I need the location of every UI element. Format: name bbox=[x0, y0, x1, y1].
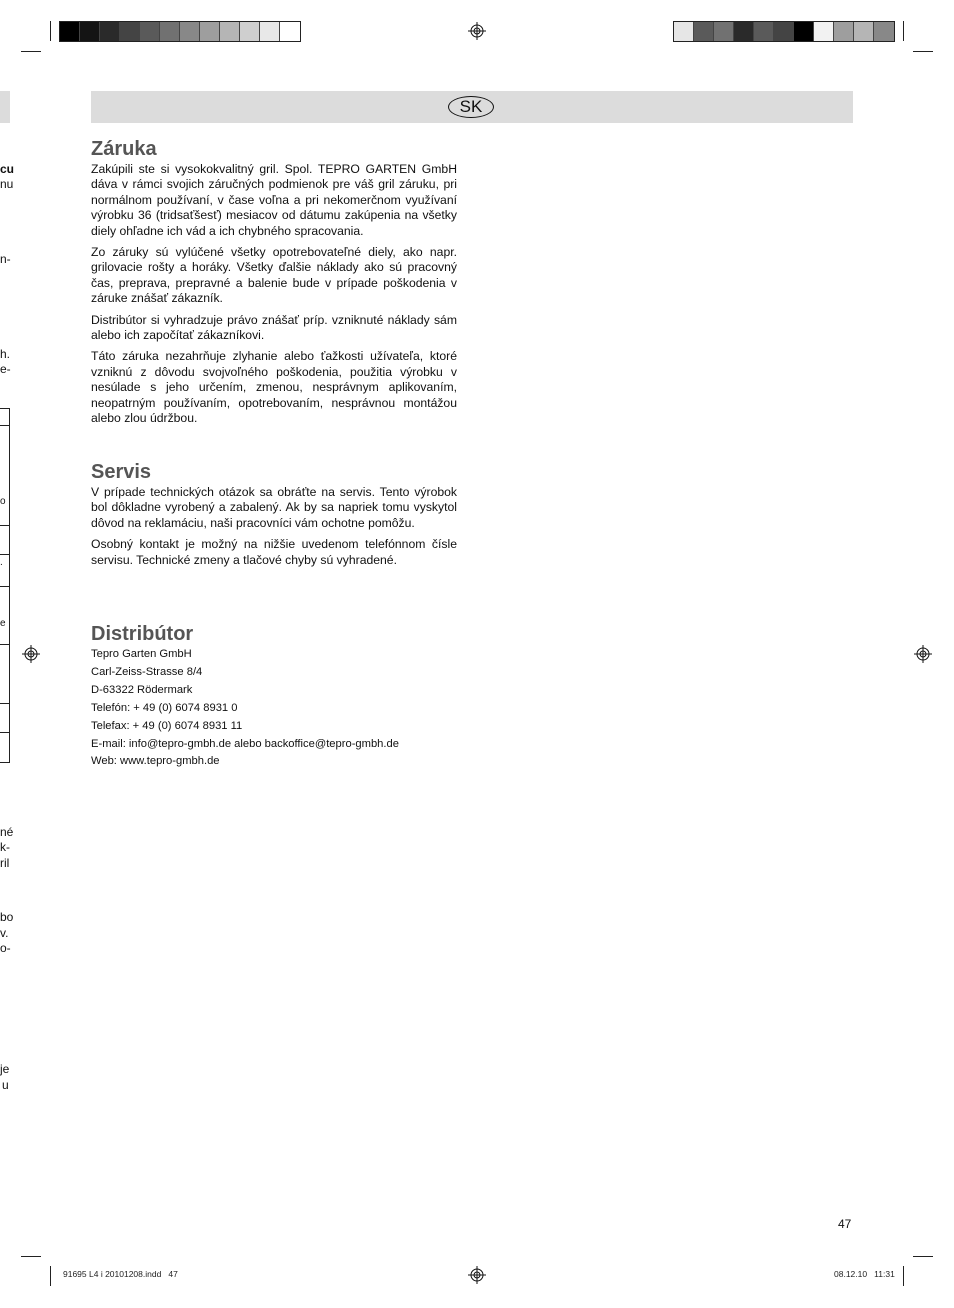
phone-line: Telefón: + 49 (0) 6074 8931 0 bbox=[91, 701, 238, 714]
table-rule bbox=[0, 525, 10, 526]
slug-date: 08.12.10 11:31 bbox=[834, 1269, 895, 1279]
left-page-fragment: cu bbox=[0, 162, 15, 176]
address-line: Carl-Zeiss-Strasse 8/4 bbox=[91, 665, 203, 678]
left-page-fragment: né bbox=[0, 825, 14, 839]
left-page-fragment: e bbox=[0, 618, 6, 629]
section-title: Servis bbox=[91, 461, 152, 483]
left-page-fragment: k- bbox=[0, 840, 10, 854]
left-page-fragment: v. bbox=[0, 926, 9, 940]
address-block bbox=[91, 646, 457, 771]
table-rule bbox=[0, 644, 10, 645]
left-page-fragment: n- bbox=[0, 252, 11, 266]
web-line: Web: www.tepro-gmbh.de bbox=[91, 755, 220, 768]
left-page-fragment: . bbox=[0, 557, 3, 568]
crop-mark bbox=[913, 1256, 933, 1257]
left-page-fragment: bo bbox=[0, 910, 14, 924]
fax-line: Telefax: + 49 (0) 6074 8931 11 bbox=[91, 719, 243, 732]
color-bar-left bbox=[59, 21, 301, 42]
left-page-fragment: u bbox=[2, 1078, 9, 1092]
paragraph: Táto záruka nezahrňuje zlyhanie alebo ťažkosti užívateľa, ktoré vzniknú z dôvodu svojvoľného poškodenia, použitia výrobku v nesúlade s jeho určením, zmenou, nesprávnym aplikovaním, neopatrným používaním, opotrebovaním, nesprávnou montážou alebo zlou údržbou. bbox=[91, 349, 457, 426]
crop-mark bbox=[913, 51, 933, 52]
crop-mark bbox=[903, 1266, 904, 1286]
paragraph: Zo záruky sú vylúčené všetky opotrebovateľné diely, ako napr. grilovacie rošty a horáky. Všetky ďalšie náklady ako sú pracovný čas, preprava, prepravné a balenie bude v prípade poškodenia v záruke znášať zákazník. bbox=[91, 245, 457, 306]
section-title: Distribútor bbox=[91, 623, 194, 645]
section-warranty bbox=[91, 137, 457, 433]
paragraph: V prípade technických otázok sa obráťte na servis. Tento výrobok bol dôkladne vyrobený a zabalený. Ak by sa napriek tomu vyskytol dôvod na reklamáciu, naši pracovníci vám ochotne pomôžu. bbox=[91, 485, 457, 530]
paragraph: Osobný kontakt je možný na nižšie uvedenom telefónnom čísle servisu. Technické zmeny a tlačové chyby sú vyhradené. bbox=[91, 537, 457, 567]
left-page-fragment: je bbox=[0, 1062, 10, 1076]
registration-mark-icon bbox=[22, 645, 40, 663]
paragraph: Distribútor si vyhradzuje právo znášať príp. vzniknuté náklady sám alebo ich započítať zákazníkovi. bbox=[91, 312, 457, 343]
left-page-fragment: o bbox=[0, 496, 6, 507]
registration-mark-icon bbox=[468, 22, 486, 40]
section-title: Záruka bbox=[91, 138, 157, 160]
crop-mark bbox=[21, 1256, 41, 1257]
crop-mark bbox=[903, 21, 904, 41]
page-number: 47 bbox=[838, 1217, 852, 1231]
left-page-fragment: nu bbox=[0, 177, 14, 191]
email-line: E-mail: info@tepro-gmbh.de alebo backoffice@tepro-gmbh.de bbox=[91, 737, 399, 750]
left-page-table-edge bbox=[0, 408, 10, 763]
slug-file: 91695 L4 i 20101208.indd 47 bbox=[63, 1269, 178, 1279]
left-page-fragment: ril bbox=[0, 856, 10, 870]
section-distributor bbox=[91, 622, 457, 771]
color-bar-right bbox=[673, 21, 895, 42]
registration-mark-icon bbox=[914, 645, 932, 663]
left-page-fragment: o- bbox=[0, 941, 11, 955]
left-page-header-band bbox=[0, 91, 10, 123]
table-rule bbox=[0, 703, 10, 704]
address-line: Tepro Garten GmbH bbox=[91, 648, 192, 660]
language-badge: SK bbox=[448, 96, 494, 118]
table-rule bbox=[0, 586, 10, 587]
registration-mark-icon bbox=[468, 1266, 486, 1284]
crop-mark bbox=[50, 1266, 51, 1286]
left-page-fragment: e- bbox=[0, 362, 11, 376]
address-line: D-63322 Rödermark bbox=[91, 683, 193, 696]
section-service bbox=[91, 460, 457, 574]
paragraph: Zakúpili ste si vysokokvalitný gril. Spol. TEPRO GARTEN GmbH dáva v rámci svojich záručných podmienok pre váš gril záruku, pri normálnom používaní, v čase voľna a pri nekomerčnom využívaní výrobku 36 (tridsaťšesť) mesiacov od dátumu zakúpenia na všetky diely ohľadne ich vád a ich chybného spracovania. bbox=[91, 162, 457, 238]
left-page-fragment: h. bbox=[0, 347, 11, 361]
table-rule bbox=[0, 425, 10, 426]
table-rule bbox=[0, 732, 10, 733]
crop-mark bbox=[50, 21, 51, 41]
crop-mark bbox=[21, 51, 41, 52]
